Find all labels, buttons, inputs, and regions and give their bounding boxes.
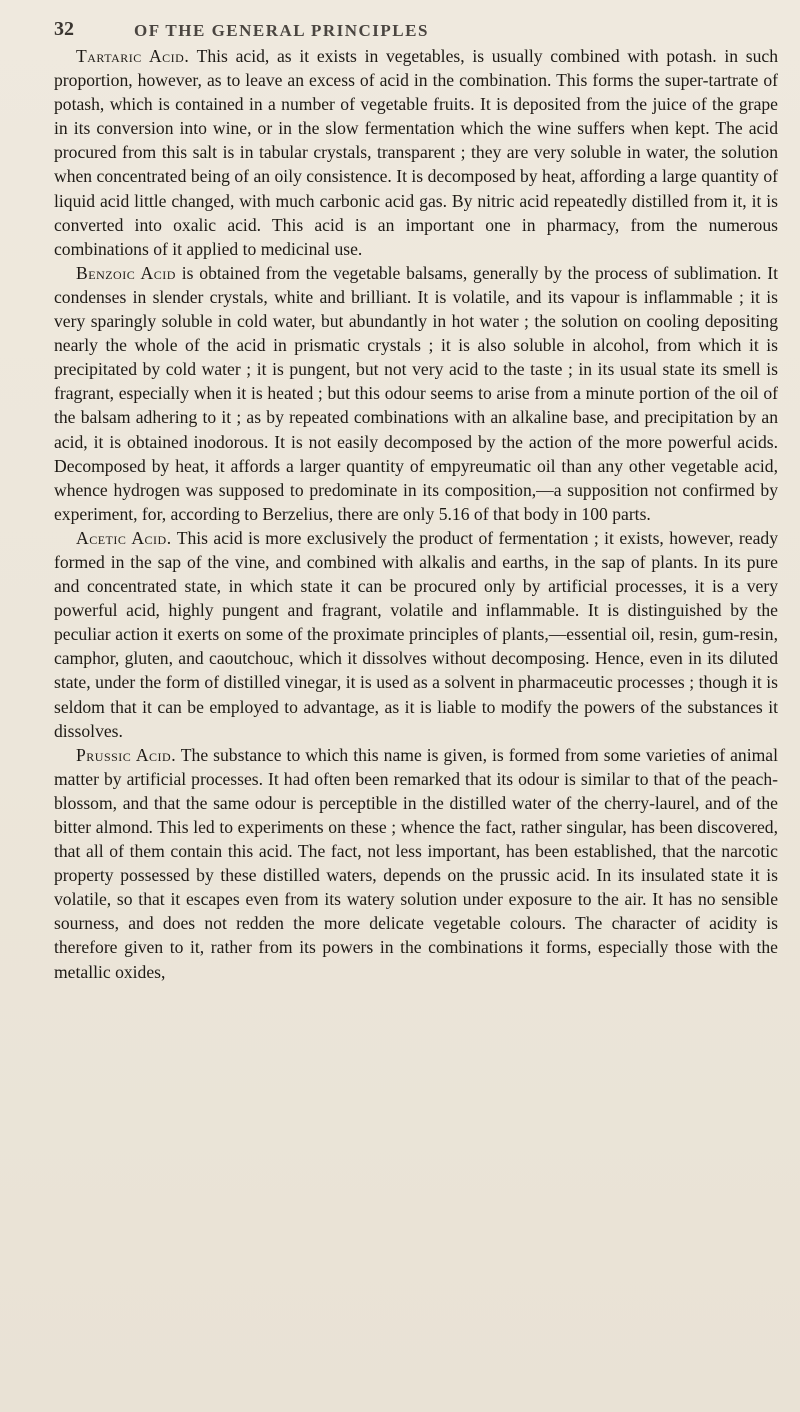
- paragraph-prussic-acid: [54, 743, 778, 984]
- body-text: [54, 44, 778, 984]
- section-heading: Tartaric Acid.: [76, 46, 190, 66]
- page-number: 32: [54, 18, 74, 40]
- paragraph-text: This acid is more exclusively the product of fermentation ; it exists, however, ready formed in the sap of the vine, and combined with alkalis and earths, in the sap of plants. In its pure and concentrated state, in which state it can be procured only by artificial processes, it is a very powerful acid, highly pungent and fragrant, volatile and inflammable. It is distinguished by the peculiar action it exerts on some of the proximate principles of plants,—essential oil, resin, gum-resin, camphor, gluten, and caoutchouc, which it dissolves without decomposing. Hence, even in its diluted state, under the form of distilled vinegar, it is used as a solvent in pharmaceutic processes ; though it is seldom that it can be employed to advantage, as it is liable to modify the powers of the substances it dissolves.: [54, 527, 778, 741]
- paragraph-benzoic-acid: [54, 261, 778, 526]
- running-title: OF THE GENERAL PRINCIPLES: [134, 21, 429, 40]
- paragraph-text: This acid, as it exists in vegetables, is usually combined with potash. in such proportion, however, as to leave an excess of acid in the combination. This forms the super-tartrate of potash, which is contained in a number of vegetable fruits. It is deposited from the juice of the grape in its conversion into wine, or in the slow fermentation which the wine suffers when kept. The acid procured from this salt is in tabular crystals, transparent ; they are very soluble in water, the solution when concentrated being of an oily consistence. It is decomposed by heat, affording a large quantity of liquid acid little changed, with much carbonic acid gas. By nitric acid repeatedly distilled from it, it is converted into oxalic acid. This acid is an important one in pharmacy, from the numerous combinations of it applied to medicinal use.: [54, 46, 778, 259]
- section-heading: Prussic Acid.: [76, 744, 177, 765]
- paragraph-tartaric-acid: [54, 44, 778, 261]
- paragraph-text: The substance to which this name is given, is formed from some varieties of animal matter by artificial processes. It had often been remarked that its odour is similar to that of the peach-blossom, and that the same odour is perceptible in the distilled water of the cherry-laurel, and of the bitter almond. This led to experiments on these ; whence the fact, rather singular, has been discovered, that all of them contain this acid. The fact, not less important, has been established, that the narcotic property possessed by these distilled waters, depends on the prussic acid. In its insulated state it is volatile, so that it escapes even from its watery solution under exposure to the air. It has no sensible sourness, and does not redden the more delicate vegetable colours. The character of acidity is therefore given to it, rather from its powers in the combinations it forms, especially those with the metallic oxides,: [54, 744, 778, 982]
- paragraph-text: is obtained from the vegetable balsams, generally by the process of sublimation. It condenses in slender crystals, white and brilliant. It is volatile, and its vapour is inflammable ; it is very sparingly soluble in cold water, but abundantly in hot water ; the solution on cooling depositing nearly the whole of the acid in prismatic crystals ; it is also soluble in alcohol, from which it is precipitated by cold water ; it is pungent, but not very acid to the taste ; in its usual state its smell is fragrant, especially when it is heated ; but this odour seems to arise from a minute portion of the oil of the balsam adhering to it ; as by repeated combinations with an alkaline base, and precipitation by an acid, it is obtained inodorous. It is not easily decomposed by the action of the more powerful acids. Decomposed by heat, it affords a larger quantity of empyreumatic oil than any other vegetable acid, whence hydrogen was supposed to predominate in its composition,—a supposition not confirmed by experiment, for, according to Berzelius, there are only 5.16 of that body in 100 parts.: [54, 262, 779, 524]
- paragraph-acetic-acid: [54, 526, 778, 743]
- section-heading: Benzoic Acid: [76, 262, 176, 283]
- section-heading: Acetic Acid.: [76, 527, 172, 548]
